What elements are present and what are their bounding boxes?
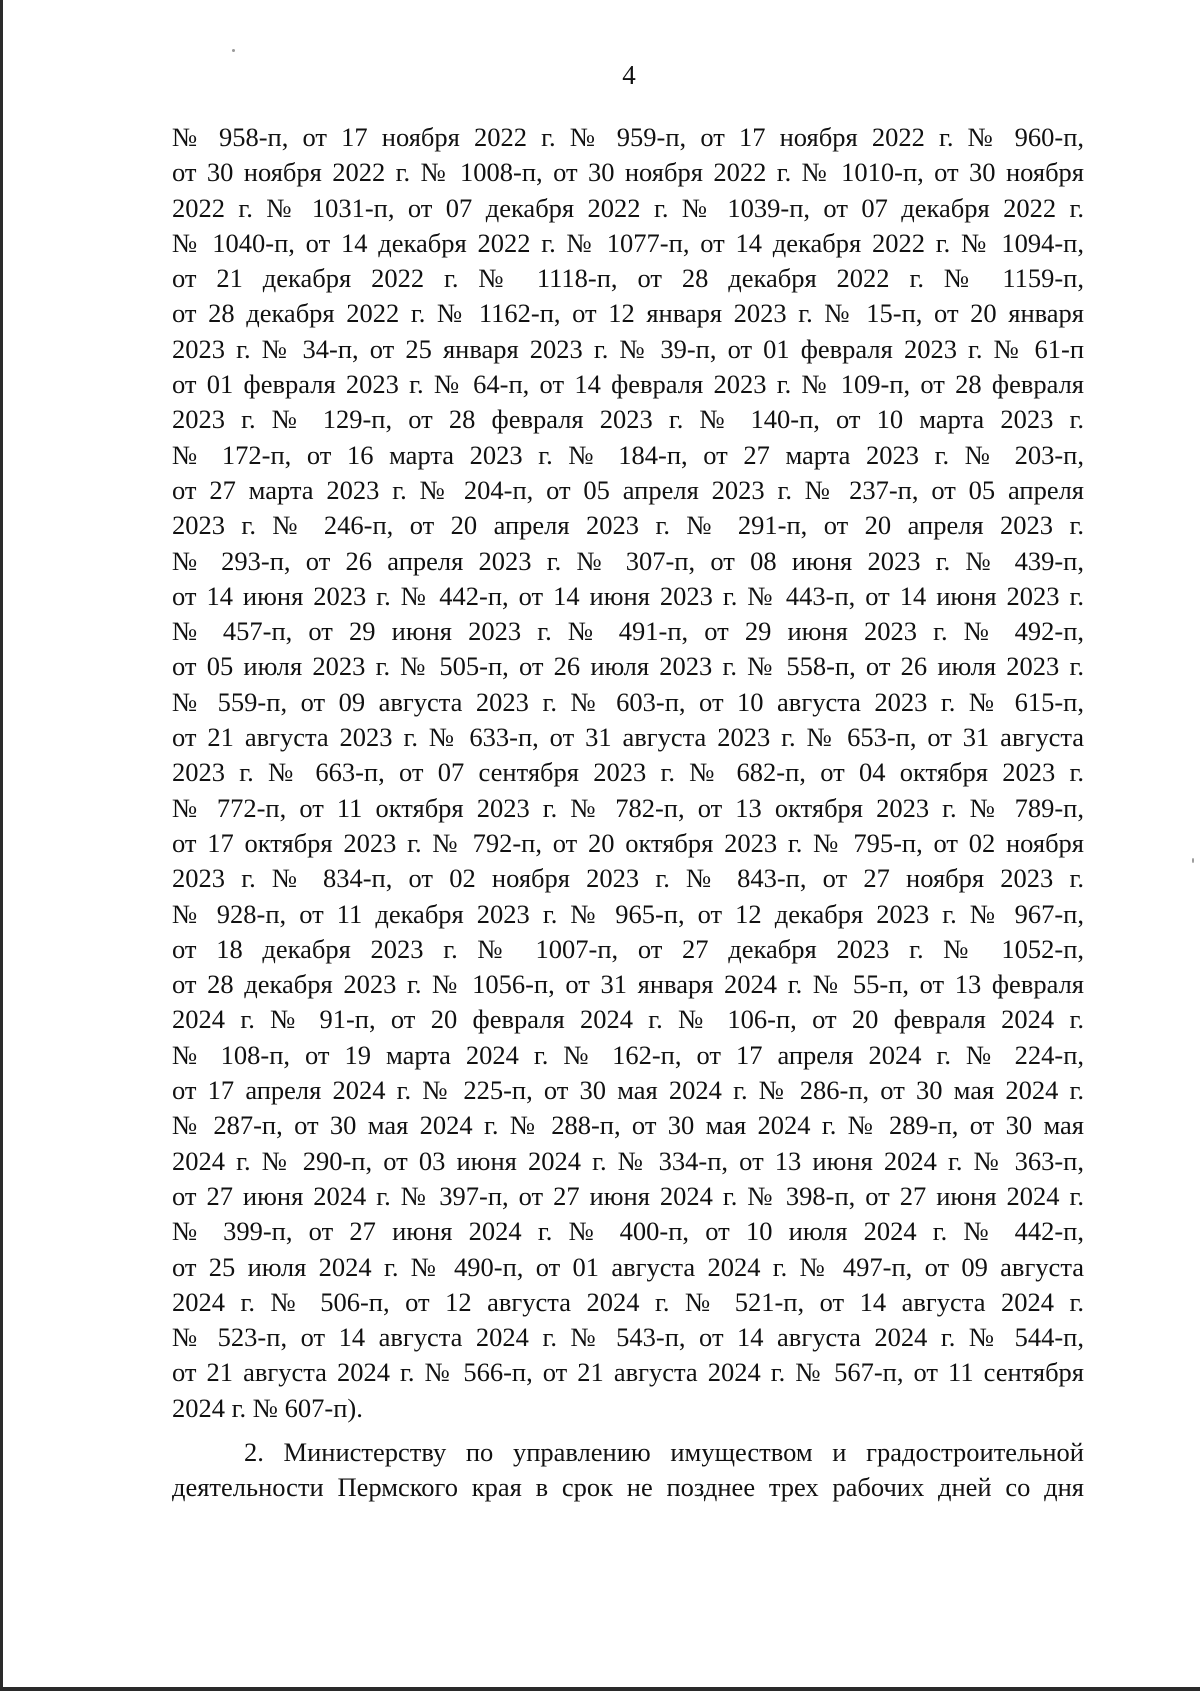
scan-speck	[1192, 858, 1194, 863]
text-line: от 25 июля 2024 г. № 490-п, от 01 августа 2024 г. № 497-п, от 09 августа	[172, 1251, 1084, 1282]
scan-left-edge	[0, 0, 3, 1691]
text-line: 2024 г. № 506-п, от 12 августа 2024 г. № 521-п, от 14 августа 2024 г.	[172, 1286, 1084, 1317]
text-line: № 958-п, от 17 ноября 2022 г. № 959-п, от 17 ноября 2022 г. № 960-п,	[172, 122, 1084, 152]
scan-speck	[232, 49, 235, 52]
text-line: от 18 декабря 2023 г. № 1007-п, от 27 декабря 2023 г. № 1052-п,	[172, 933, 1084, 964]
text-line: от 28 декабря 2022 г. № 1162-п, от 12 января 2023 г. № 15-п, от 20 января	[172, 298, 1084, 329]
paragraph-ministry-instruction	[172, 1435, 1084, 1506]
text-line: от 21 августа 2023 г. № 633-п, от 31 августа 2023 г. № 653-п, от 31 августа	[172, 722, 1084, 753]
text-line: от 17 октября 2023 г. № 792-п, от 20 октября 2023 г. № 795-п, от 02 ноября	[172, 827, 1084, 858]
page-number: 4	[622, 60, 636, 90]
text-line: от 27 июня 2024 г. № 397-п, от 27 июня 2024 г. № 398-п, от 27 июня 2024 г.	[172, 1180, 1084, 1211]
text-line: № 772-п, от 11 октября 2023 г. № 782-п, от 13 октября 2023 г. № 789-п,	[172, 792, 1084, 823]
text-line: № 172-п, от 16 марта 2023 г. № 184-п, от 27 марта 2023 г. № 203-п,	[172, 439, 1084, 470]
text-line: 2024 г. № 91-п, от 20 февраля 2024 г. № 106-п, от 20 февраля 2024 г.	[172, 1004, 1084, 1035]
text-line: 2023 г. № 663-п, от 07 сентября 2023 г. № 682-п, от 04 октября 2023 г.	[172, 757, 1084, 788]
text-line: 2023 г. № 34-п, от 25 января 2023 г. № 39-п, от 01 февраля 2023 г. № 61-п	[172, 333, 1084, 364]
text-line: 2022 г. № 1031-п, от 07 декабря 2022 г. № 1039-п, от 07 декабря 2022 г.	[172, 192, 1084, 223]
text-line: № 457-п, от 29 июня 2023 г. № 491-п, от 29 июня 2023 г. № 492-п,	[172, 616, 1084, 647]
text-line: от 27 марта 2023 г. № 204-п, от 05 апреля 2023 г. № 237-п, от 05 апреля	[172, 474, 1084, 505]
scan-bottom-edge	[0, 1687, 1200, 1691]
text-line: от 17 апреля 2024 г. № 225-п, от 30 мая 2024 г. № 286-п, от 30 мая 2024 г.	[172, 1075, 1084, 1106]
text-line: № 108-п, от 19 марта 2024 г. № 162-п, от 17 апреля 2024 г. № 224-п,	[172, 1039, 1084, 1070]
text-line: 2023 г. № 834-п, от 02 ноября 2023 г. № 843-п, от 27 ноября 2023 г.	[172, 863, 1084, 894]
text-line: 2023 г. № 246-п, от 20 апреля 2023 г. № 291-п, от 20 апреля 2023 г.	[172, 510, 1084, 541]
text-line: деятельности Пермского края в срок не позднее трех рабочих дней со дня	[172, 1472, 1084, 1503]
text-line: от 21 декабря 2022 г. № 1118-п, от 28 декабря 2022 г. № 1159-п,	[172, 263, 1084, 294]
text-line: № 559-п, от 09 августа 2023 г. № 603-п, от 10 августа 2023 г. № 615-п,	[172, 686, 1084, 717]
text-line: № 928-п, от 11 декабря 2023 г. № 965-п, от 12 декабря 2023 г. № 967-п,	[172, 898, 1084, 929]
text-line: от 05 июля 2023 г. № 505-п, от 26 июля 2023 г. № 558-п, от 26 июля 2023 г.	[172, 651, 1084, 682]
text-line: № 523-п, от 14 августа 2024 г. № 543-п, от 14 августа 2024 г. № 544-п,	[172, 1322, 1084, 1353]
text-line: от 28 декабря 2023 г. № 1056-п, от 31 января 2024 г. № 55-п, от 13 февраля	[172, 969, 1084, 1000]
text-line: от 30 ноября 2022 г. № 1008-п, от 30 ноября 2022 г. № 1010-п, от 30 ноября	[172, 157, 1084, 188]
paragraph-amendments-list	[172, 120, 1084, 1426]
text-line: 2. Министерству по управлению имуществом и градостроительной	[244, 1436, 1084, 1467]
text-line: от 01 февраля 2023 г. № 64-п, от 14 февраля 2023 г. № 109-п, от 28 февраля	[172, 369, 1084, 400]
text-line: от 14 июня 2023 г. № 442-п, от 14 июня 2023 г. № 443-п, от 14 июня 2023 г.	[172, 580, 1084, 611]
text-line: № 1040-п, от 14 декабря 2022 г. № 1077-п, от 14 декабря 2022 г. № 1094-п,	[172, 227, 1084, 258]
text-line: от 21 августа 2024 г. № 566-п, от 21 августа 2024 г. № 567-п, от 11 сентября	[172, 1357, 1084, 1388]
text-line: 2024 г. № 607-п).	[172, 1392, 363, 1423]
text-line: 2024 г. № 290-п, от 03 июня 2024 г. № 334-п, от 13 июня 2024 г. № 363-п,	[172, 1145, 1084, 1176]
text-line: № 287-п, от 30 мая 2024 г. № 288-п, от 30 мая 2024 г. № 289-п, от 30 мая	[172, 1110, 1084, 1141]
paragraph-gap	[172, 1426, 1084, 1435]
text-line: 2023 г. № 129-п, от 28 февраля 2023 г. № 140-п, от 10 марта 2023 г.	[172, 404, 1084, 435]
text-line: № 293-п, от 26 апреля 2023 г. № 307-п, от 08 июня 2023 г. № 439-п,	[172, 545, 1084, 576]
text-line: № 399-п, от 27 июня 2024 г. № 400-п, от 10 июля 2024 г. № 442-п,	[172, 1216, 1084, 1247]
document-body	[172, 120, 1084, 1506]
